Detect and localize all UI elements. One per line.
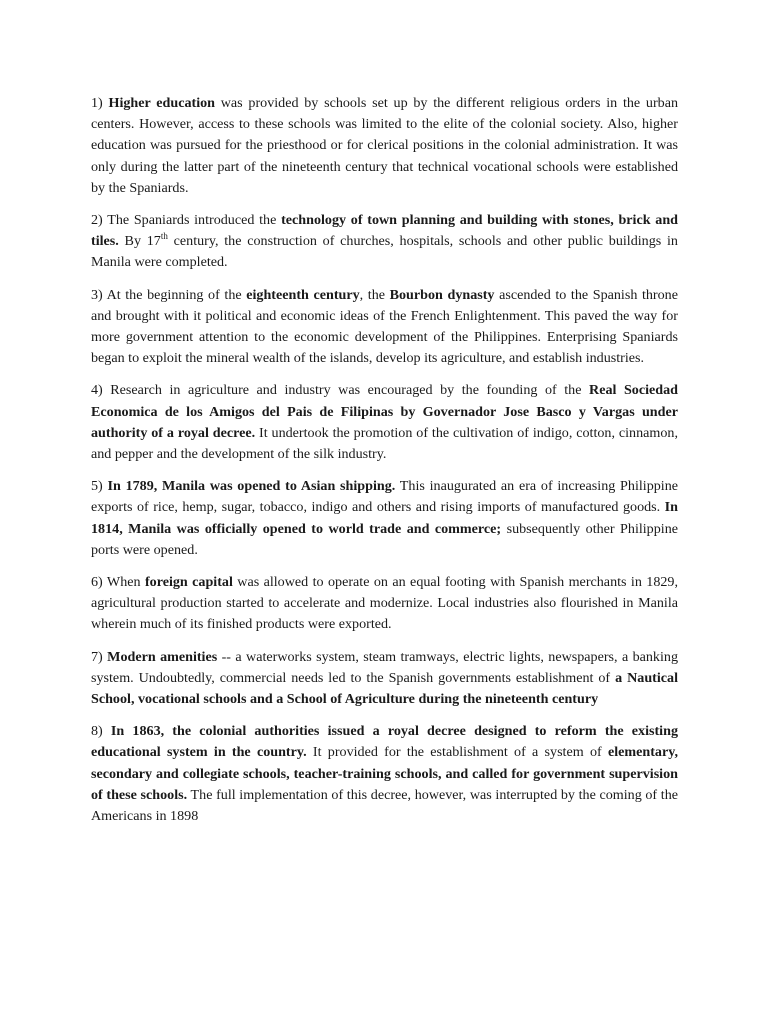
paragraph-3: [91, 285, 678, 370]
text-run: was provided by schools set up by the different religious orders in the urban centers. However, access to these schools was limited to the elite of the colonial society. Also, higher education was pursued for the priesthood or for clerical positions in the colonial administration. It was only during the latter part of the nineteenth century that technical vocational schools were established by the Spaniards.: [91, 95, 678, 196]
bold-text: elementary, secondary and collegiate schools, teacher-training schools, and called for government supervision of these schools.: [91, 744, 678, 803]
bold-text: In 1863, the colonial authorities issued a royal decree designed to reform the existing educational system in the country.: [91, 723, 678, 761]
text-run: , the: [359, 286, 390, 303]
bold-text: technology of town planning and building with stones, brick and tiles.: [91, 212, 679, 250]
text-run: This inaugurated an era of increasing Philippine exports of rice, hemp, sugar, tobacco, indigo and others and rising imports of manufactured goods.: [91, 478, 679, 516]
text-run: 1): [91, 95, 109, 111]
text-run: 4) Research in agriculture and industry was encouraged by the founding of the: [91, 382, 590, 399]
paragraph-5: [91, 476, 678, 561]
text-run: -- a waterworks system, steam tramways, electric lights, newspapers, a banking system. Undoubtedly, commercial needs led to the Spanish governments establishment of: [91, 648, 678, 686]
text-run: 5): [91, 478, 108, 495]
bold-text: Bourbon dynasty: [389, 286, 495, 303]
bold-text: foreign capital: [144, 574, 233, 591]
text-run: 7): [91, 648, 108, 665]
paragraph-6: [91, 572, 678, 636]
text-run: 3) At the beginning of the: [91, 286, 247, 303]
paragraph-4: [91, 380, 678, 465]
bold-text: In 1814, Manila was officially opened to world trade and commerce;: [91, 499, 678, 537]
bold-text: Modern amenities: [107, 648, 218, 665]
text-run: The full implementation of this decree, however, was interrupted by the coming of the Americans in 1898: [91, 786, 678, 825]
bold-text: In 1789, Manila was opened to Asian shipping.: [107, 478, 396, 495]
paragraph-8: [91, 721, 678, 827]
paragraph-7: [91, 647, 678, 711]
text-run: was allowed to operate on an equal footing with Spanish merchants in 1829, agricultural production started to accelerate and modernize. Local industries also flourished in Manila wherein much of its finished products were exported.: [91, 574, 678, 633]
text-run: It undertook the promotion of the cultivation of indigo, cotton, cinnamon, and pepper and the development of the silk industry.: [91, 424, 678, 463]
paragraph-2: [91, 210, 678, 274]
text-run: century, the construction of churches, hospitals, schools and other public buildings in Manila were completed.: [91, 233, 678, 271]
text-run: It provided for the establishment of a system of: [306, 744, 608, 761]
bold-text: Real Sociedad Economica de los Amigos del Pais de Filipinas by Governador Jose Basco y Vargas under authority of a royal decree.: [91, 382, 678, 441]
text-run: ascended to the Spanish throne and brought with it political and economic ideas of the French Enlightenment. This paved the way for more government attention to the economic development of the Philippines. Enterprising Spaniards began to exploit the mineral wealth of the islands, develop its agriculture, and establish industries.: [91, 286, 678, 367]
paragraph-1: [91, 93, 678, 199]
superscript-text: th: [160, 230, 168, 241]
bold-text: eighteenth century: [246, 286, 360, 303]
text-run: subsequently other Philippine ports were opened.: [91, 520, 678, 558]
text-run: 2) The Spaniards introduced the: [91, 212, 282, 229]
text-run: 8): [91, 723, 111, 740]
document-page: [91, 93, 678, 838]
text-run: 6) When: [91, 574, 145, 591]
text-run: By 17: [118, 233, 161, 250]
bold-text: a Nautical School, vocational schools and a School of Agriculture during the nineteenth century: [91, 669, 678, 708]
bold-text: Higher education: [108, 95, 215, 111]
